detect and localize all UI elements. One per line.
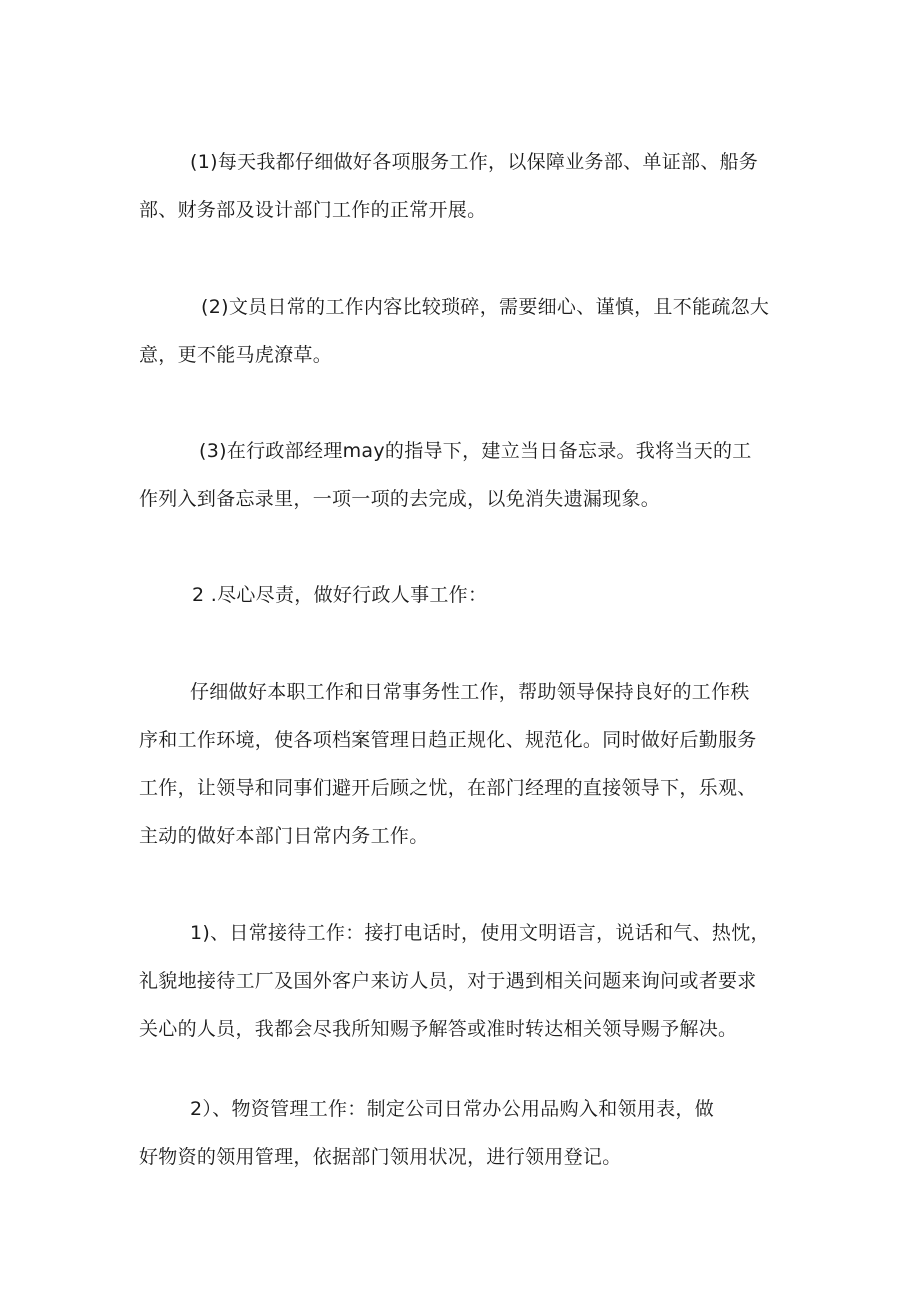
paragraph-5-line-2: 礼貌地接待工厂及国外客户来访人员，对于遇到相关问题来询问或者要求	[139, 970, 757, 992]
paragraph-4-line-3: 工作，让领导和同事们避开后顾之忧，在部门经理的直接领导下，乐观、	[139, 777, 757, 799]
paragraph-4-line-2: 序和工作环境，使各项档案管理日趋正规化、规范化。同时做好后勤服务	[139, 729, 757, 751]
paragraph-6-line-2: 好物资的领用管理，依据部门领用状况，进行领用登记。	[139, 1146, 622, 1168]
paragraph-4-line-1: 仔细做好本职工作和日常事务性工作，帮助领导保持良好的工作秩	[190, 681, 750, 703]
paragraph-4-line-4: 主动的做好本部门日常内务工作。	[139, 825, 429, 847]
section-heading-2: 2 .尽心尽责，做好行政人事工作：	[192, 584, 488, 606]
paragraph-2-line-2: 意，更不能马虎潦草。	[139, 344, 333, 366]
paragraph-6-line-1: 2）、物资管理工作：制定公司日常办公用品购入和领用表，做	[190, 1098, 714, 1120]
paragraph-5-line-1: 1)、日常接待工作：接打电话时，使用文明语言，说话和气、热忱，	[190, 922, 770, 944]
paragraph-1-line-2: 部、财务部及设计部门工作的正常开展。	[139, 199, 487, 221]
paragraph-3-line-1: (3)在行政部经理may的指导下，建立当日备忘录。我将当天的工	[199, 440, 752, 462]
paragraph-2-line-1: (2)文员日常的工作内容比较琐碎，需要细心、谨慎，且不能疏忽大	[201, 296, 770, 318]
paragraph-5-line-3: 关心的人员，我都会尽我所知赐予解答或准时转达相关领导赐予解决。	[139, 1018, 738, 1040]
paragraph-3-line-2: 作列入到备忘录里，一项一项的去完成，以免消失遗漏现象。	[139, 488, 661, 510]
paragraph-1-line-1: (1)每天我都仔细做好各项服务工作，以保障业务部、单证部、船务	[190, 151, 759, 173]
